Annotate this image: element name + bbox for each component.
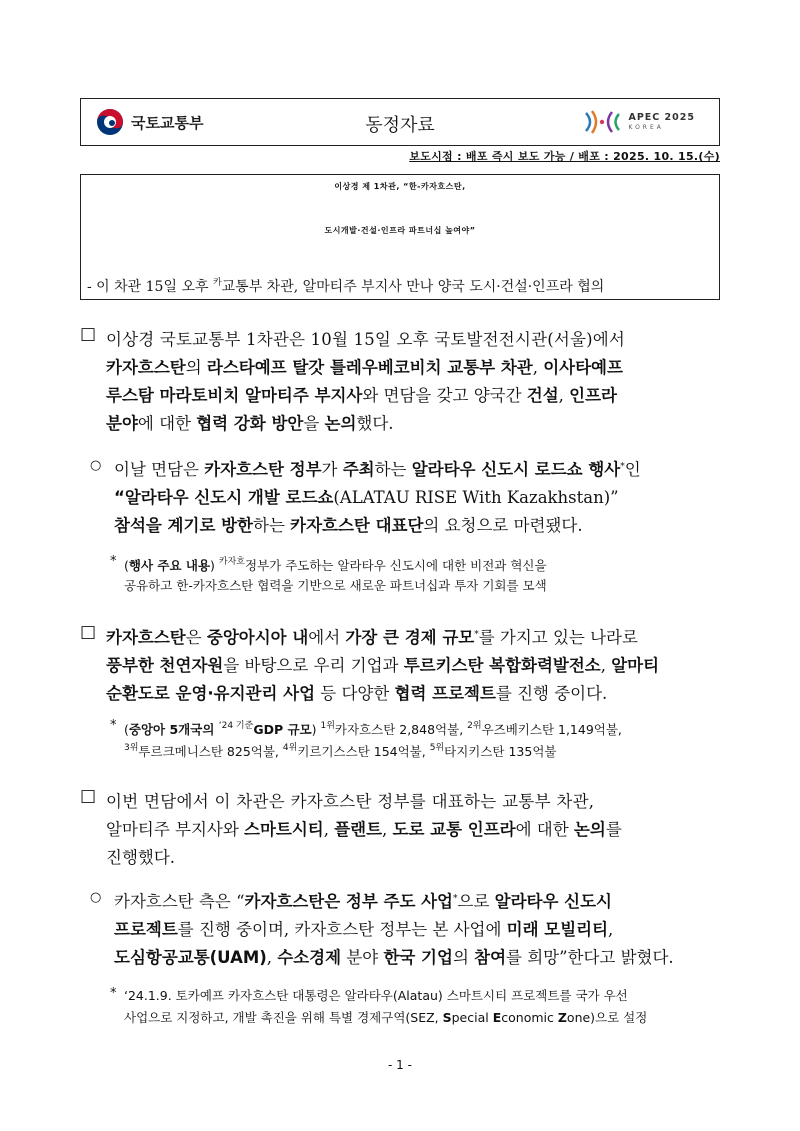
paragraph-line: 이번 면담에서 이 차관은 카자흐스탄 정부를 대표하는 교통부 차관,: [106, 792, 595, 811]
note-line: (행사 주요 내용) $^{카자흐}$정부가 주도하는 알라타우 신도시에 대한 비전과 혁신을: [124, 557, 547, 573]
note-asterisk: *: [110, 986, 117, 1001]
subtitle: [87, 275, 604, 296]
ministry-name: 국토교통부: [131, 113, 204, 132]
paragraph-line: 알마티주 부지사와 스마트시티, 플랜트, 도로 교통 인프라에 대한 논의를: [106, 820, 622, 839]
doc-type: 동정자료: [365, 115, 435, 136]
paragraph-line: 참석을 계기로 방한하는 카자흐스탄 대표단의 요청으로 마련됐다.: [114, 516, 583, 535]
release-timing: 보도시점 : 배포 즉시 보도 가능 / 배포 : 2025. 10. 15.(수): [409, 150, 720, 163]
paragraph-line: 순환도로 운영·유지관리 사업 등 다양한 협력 프로젝트를 진행 중이다.: [106, 684, 608, 703]
note-asterisk: *: [110, 554, 117, 569]
note-line: $^{3위}$투르크메니스탄 825억불, $^{4위}$키르기스스탄 154억불, $^{5위}$타지키스탄 135억불: [124, 743, 557, 759]
circle-bullet: ○: [90, 890, 102, 905]
subtitle-text: - 이 차관 15일 오후: [87, 279, 213, 295]
paragraph-line: 카자흐스탄 측은 “카자흐스탄은 정부 주도 사업*으로 알라타우 신도시: [114, 892, 612, 911]
headline-line-1: 이상경 제 1차관, “한-카자흐스탄,: [334, 182, 466, 191]
note-line: 사업으로 지정하고, 개발 촉진을 위해 특별 경제구역(SEZ, Special Economic Zone)으로 설정: [124, 1010, 648, 1025]
paragraph-line: 분야에 대한 협력 강화 방안을 논의했다.: [106, 414, 394, 433]
paragraph-line: 카자흐스탄은 중앙아시아 내에서 가장 큰 경제 규모*를 가지고 있는 나라로: [106, 628, 638, 647]
note-line: ‘24.1.9. 토카예프 카자흐스탄 대통령은 알라타우(Alatau) 스마트시티 프로젝트를 국가 우선: [124, 988, 628, 1003]
paragraph-line: 도심항공교통(UAM), 수소경제 분야 한국 기업의 참여를 희망”한다고 밝혔다.: [114, 948, 674, 967]
apec-title: APEC 2025: [628, 112, 695, 124]
headline-line-2: 도시개발·건설·인프라 파트너십 높여야”: [324, 226, 476, 235]
paragraph-line: 풍부한 천연자원을 바탕으로 우리 기업과 투르키스탄 복합화력발전소, 알마티: [106, 656, 660, 675]
subtitle-text: 교통부 차관, 알마티주 부지사 만나 양국 도시·건설·인프라 협의: [221, 279, 605, 295]
circle-bullet: ○: [90, 458, 102, 473]
page-number: - 1 -: [388, 1058, 412, 1072]
square-bullet: □: [80, 324, 97, 344]
paragraph-line: 카자흐스탄의 라스타예프 탈갓 틀레우베코비치 교통부 차관, 이사타예프: [106, 358, 623, 377]
paragraph-line: “알라타우 신도시 개발 로드쇼(ALATAU RISE With Kazakhstan)”: [114, 488, 619, 507]
paragraph-line: 루스탐 마라토비치 알마티주 부지사와 면담을 갖고 양국간 건설, 인프라: [106, 386, 617, 405]
paragraph-line: 이날 면담은 카자흐스탄 정부가 주최하는 알라타우 신도시 로드쇼 행사*인: [114, 460, 641, 479]
note-line: (중앙아 5개국의 $^{‘24 기준}$GDP 규모) $^{1위}$카자흐스탄 2,848억불, $^{2위}$우즈베키스탄 1,149억불,: [124, 721, 622, 737]
subtitle-superscript: 카: [212, 278, 222, 288]
paragraph-line: 진행했다.: [106, 848, 176, 867]
apec-logo: [582, 107, 695, 137]
title-box: [80, 174, 720, 300]
apec-country: KOREA: [628, 123, 664, 131]
note-line: 공유하고 한-카자흐스탄 협력을 기반으로 새로운 파트너십과 투자 기회를 모색: [124, 578, 547, 593]
note-asterisk: *: [110, 718, 117, 733]
paragraph-line: 이상경 국토교통부 1차관은 10월 15일 오후 국토발전전시관(서울)에서: [106, 330, 626, 349]
square-bullet: □: [80, 786, 97, 806]
apec-wordmark: [628, 113, 695, 131]
square-bullet: □: [80, 622, 97, 642]
paragraph-line: 프로젝트를 진행 중이며, 카자흐스탄 정부는 본 사업에 미래 모빌리티,: [114, 920, 614, 939]
apec-emblem-icon: [582, 107, 624, 137]
header-box: [80, 98, 720, 146]
